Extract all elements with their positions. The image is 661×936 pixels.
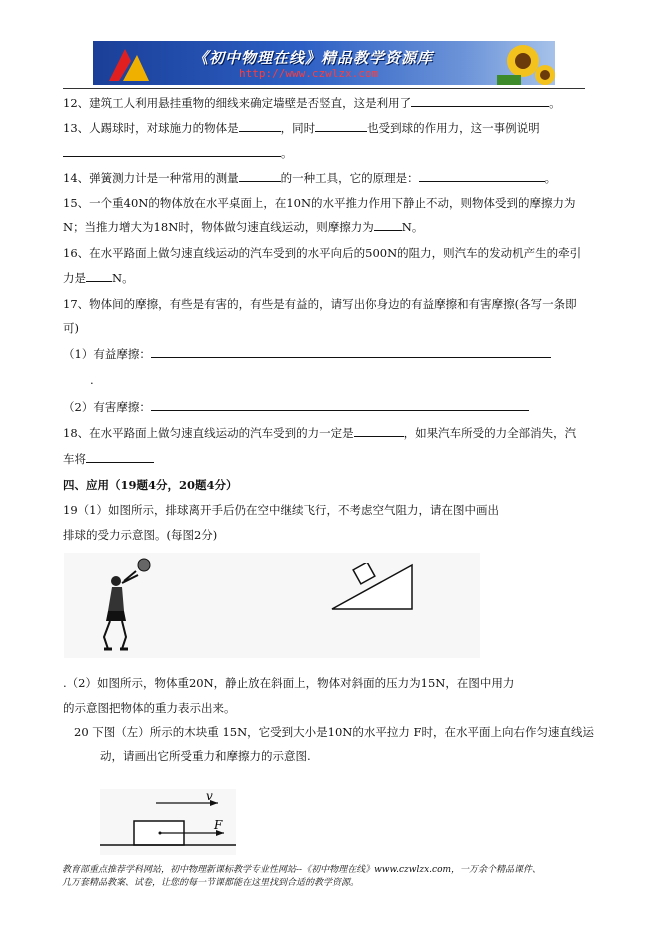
- q18-answer-blank-1[interactable]: [354, 425, 404, 437]
- question-19-1: 19（1）如图所示，排球离开手后仍在空中继续飞行，不考虑空气阻力，请在图中画出: [63, 503, 499, 517]
- q17-harmful-friction: （2）有害摩擦：: [63, 399, 529, 415]
- question-18-line2: 车将: [63, 451, 154, 467]
- incline-block-figure: [330, 563, 420, 613]
- velocity-label: v: [206, 789, 213, 803]
- stray-dot: .: [90, 373, 94, 387]
- q13-answer-blank-2[interactable]: [315, 120, 367, 132]
- question-13-line2: 。: [63, 145, 293, 161]
- section-4-heading: 四、应用（19题4分，20题4分）: [63, 478, 238, 492]
- question-12: 12、建筑工人利用悬挂重物的细线来确定墙壁是否竖直，这是利用了 。: [63, 96, 561, 110]
- q14-answer-blank-2[interactable]: [419, 170, 545, 182]
- question-15: 15、一个重40N的物体放在水平桌面上，在10N的水平推力作用下静止不动，则物体受到的摩擦力为: [63, 196, 576, 210]
- q17-beneficial-blank[interactable]: [151, 346, 551, 358]
- site-logo-icon: [105, 45, 153, 83]
- block-force-figure: [100, 789, 236, 855]
- q16-answer-blank[interactable]: [86, 270, 112, 282]
- figure-19-box: [64, 553, 480, 658]
- q15-answer-blank[interactable]: [374, 219, 402, 231]
- q14-answer-blank-1[interactable]: [239, 170, 281, 182]
- question-19-2: .（2）如图所示，物体重20N，静止放在斜面上，物体对斜面的压力为15N，在图中用力: [63, 676, 515, 690]
- banner-title: 《初中物理在线》精品教学资源库: [193, 49, 434, 67]
- sunflower-icon: [485, 41, 555, 85]
- question-19-2-line2: 的示意图把物体的重力表示出来。: [63, 701, 236, 715]
- header-banner: [93, 41, 555, 85]
- question-13: 13、人踢球时，对球施力的物体是 ，同时 也受到球的作用力，这一事例说明: [63, 121, 540, 135]
- question-16: 16、在水平路面上做匀速直线运动的汽车受到的水平向后的500N的阻力，则汽车的发动机产生的牵引: [63, 246, 582, 260]
- question-16-line2: 力是 N。: [63, 271, 134, 285]
- footer-line-2: 几万套精品教案、试卷，让您的每一节课都能在这里找到合适的教学资源。: [62, 878, 360, 888]
- question-19-1-line2: 排球的受力示意图。(每图2分): [63, 528, 218, 542]
- header-divider: [63, 88, 585, 89]
- figure-20-box: [100, 789, 236, 855]
- q12-text: 12、建筑工人利用悬挂重物的细线来确定墙壁是否竖直，这是利用了: [63, 96, 412, 110]
- question-15-line2: N；当推力增大为18N时，物体做匀速直线运动，则摩擦力为 N。: [63, 220, 424, 234]
- q18-answer-blank-2[interactable]: [86, 451, 154, 463]
- q17-harmful-blank[interactable]: [151, 399, 529, 411]
- question-14: 14、弹簧测力计是一种常用的测量 的一种工具，它的原理是： 。: [63, 171, 557, 185]
- force-label: F: [214, 818, 223, 832]
- q17-beneficial-friction: （1）有益摩擦：: [63, 346, 551, 362]
- banner-url[interactable]: http://www.czwlzx.com: [239, 67, 379, 80]
- question-18: 18、在水平路面上做匀速直线运动的汽车受到的力一定是 ，如果汽车所受的力全部消失，汽: [63, 426, 577, 440]
- question-17: 17、物体间的摩擦，有些是有害的，有些是有益的，请写出你身边的有益摩擦和有害摩擦(各写一条即: [63, 297, 577, 311]
- q13-answer-blank-3[interactable]: [63, 145, 281, 157]
- question-17-line2: 可): [63, 321, 79, 335]
- footer-line-1: 教育部重点推荐学科网站，初中物理新课标教学专业性网站--《初中物理在线》www.czwlzx.com，一万余个精品课件、: [62, 865, 542, 875]
- q12-answer-blank[interactable]: [411, 95, 549, 107]
- q13-answer-blank-1[interactable]: [239, 120, 281, 132]
- question-20: 20 下图（左）所示的木块重 15N，它受到大小是10N的水平拉力 F时，在水平面上向右作匀速直线运: [74, 725, 594, 739]
- page-footer: [62, 864, 602, 890]
- question-20-line2: 动，请画出它所受重力和摩擦力的示意图.: [100, 749, 311, 763]
